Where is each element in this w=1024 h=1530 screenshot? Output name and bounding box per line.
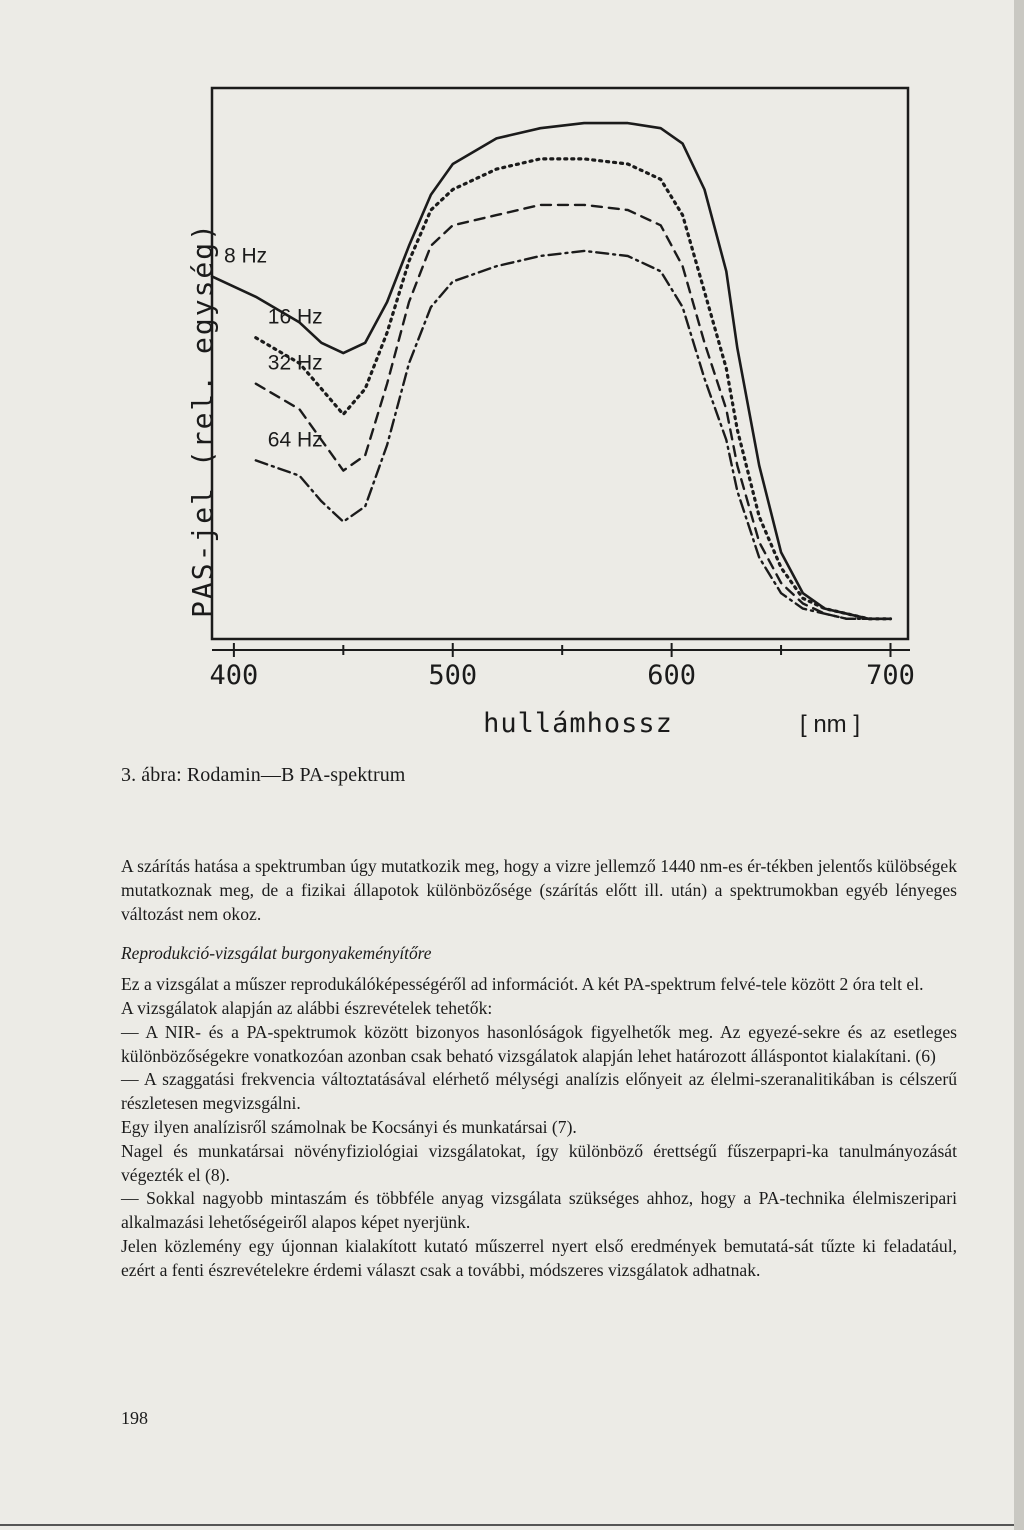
section-heading: Reprodukció-vizsgálat burgonyakeményítőre [121, 943, 432, 964]
figure-caption: 3. ábra: Rodamin—B PA-spektrum [121, 764, 406, 786]
y-axis-label: PAS-jel (rel. egység) [186, 221, 219, 619]
paragraph: A vizsgálatok alapján az alábbi észrevételek tehetők: [121, 997, 493, 1018]
series-label: 64 Hz [267, 428, 323, 452]
paragraph: — Sokkal nagyobb mintaszám és többféle anyag vizsgálata szükséges ahhoz, hogy a PA-technika élelmiszeripari alkalmazási lehetőségeiről alapos képet nyerjünk. [121, 1188, 957, 1233]
page-bottom-edge [0, 1524, 1014, 1526]
series-label: 32 Hz [267, 351, 323, 375]
series-line-16hz [256, 159, 891, 619]
paragraph: Ez a vizsgálat a műszer reprodukálóképességéről ad információt. A két PA-spektrum felvé-tele között 2 óra telt el. [121, 974, 924, 995]
series-label: 8 Hz [224, 244, 268, 268]
body-text [121, 855, 957, 1283]
page-right-edge [1014, 0, 1024, 1530]
page-number: 198 [121, 1408, 148, 1428]
paragraph: Jelen közlemény egy újonnan kialakított kutató műszerrel nyert első eredmények bemutatá-sát tűzte ki feladatául, ezért a fenti észrevételekre érdemi választ csak a további, módszeres vizsgálatok adhatnak. [121, 1235, 957, 1280]
y-axis-label-group [186, 222, 219, 618]
paragraph: A szárítás hatása a spektrumban úgy mutatkozik meg, hogy a vizre jellemző 1440 nm-es ér-tékben jelentős külöbségek mutatkoznak meg, de a fizikai állapotok különbözősége (szárítás előtt ill. után) a spektrumokban egyéb lényeges változást nem okoz. [121, 856, 957, 924]
x-tick-label: 500 [428, 660, 478, 691]
x-tick-label: 600 [647, 660, 697, 691]
paragraph: Nagel és munkatársai növényfiziológiai vizsgálatokat, így különböző érettségű fűszerpapri-ka tanulmányozását végezték el (8). [121, 1140, 957, 1185]
x-tick-label: 700 [866, 660, 915, 691]
pa-spectrum-chart [120, 60, 950, 750]
x-axis-label: hullámhossz [483, 708, 673, 739]
x-axis-unit: [ nm ] [800, 711, 861, 738]
paragraph: Egy ilyen analízisről számolnak be Kocsányi és munkatársai (7). [121, 1116, 577, 1137]
series-line-32hz [256, 205, 891, 619]
paragraph: — A szaggatási frekvencia változtatásával elérhető mélységi analízis előnyeit az élelmi-szeranalitikában is célszerű részletesen megvizsgálni. [121, 1069, 957, 1114]
series-line-64hz [256, 251, 891, 619]
series-label: 16 Hz [267, 305, 323, 329]
paragraph: — A NIR- és a PA-spektrumok között bizonyos hasonlóságok figyelhetők meg. Az egyezé-sekre és az esetleges különbözőségekre vonatkozóan azonban csak beható vizsgálatok alapján lehet határozott álláspontot kialakítani. (6) [121, 1021, 957, 1066]
x-tick-label: 400 [209, 660, 259, 691]
